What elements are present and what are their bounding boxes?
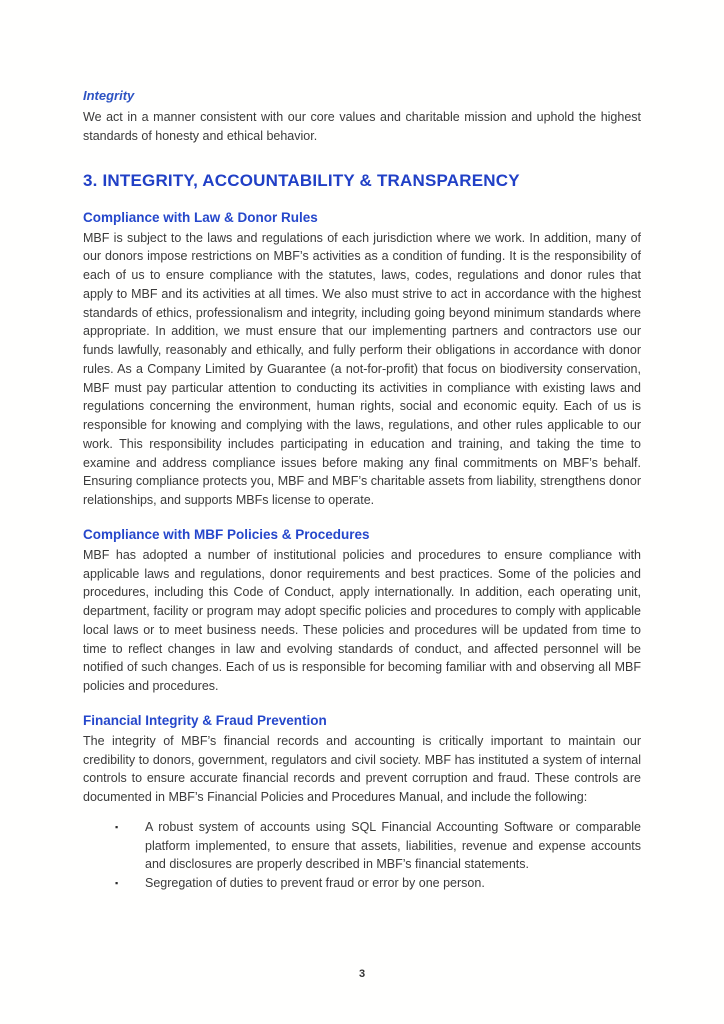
page-footer xyxy=(0,964,724,982)
subsection-paragraph: MBF has adopted a number of institutional policies and procedures to ensure compliance with applicable laws and regulations, donor requirements and best practices. Some of the policies and procedures, including this Code of Conduct, apply internationally. In addition, each operating unit, department, facility or program may adopt specific policies and procedures to comply with applicable local laws or to meet business needs. These policies and procedures will be updated from time to time to reflect changes in law and evolving standards of conduct, and affected personnel will be notified of such changes. Each of us is responsible for becoming familiar with and observing all MBF policies and procedures. xyxy=(83,547,641,693)
subsection-heading: Financial Integrity & Fraud Prevention xyxy=(83,712,327,728)
subsection-paragraph: The integrity of MBF’s financial records and accounting is critically important to maintain our credibility to donors, government, regulators and civil society. MBF has instituted a system of internal controls to ensure accurate financial records and prevent corruption and fraud. These controls are documented in MBF’s Financial Policies and Procedures Manual, and include the following: xyxy=(83,733,641,804)
subsection-compliance-law-donor-rules xyxy=(83,210,641,510)
subsection-compliance-mbf-policies xyxy=(83,527,641,696)
subsection-financial-integrity xyxy=(83,713,641,893)
page-number: 3 xyxy=(358,968,366,980)
list-item xyxy=(115,818,641,874)
bullet-square-icon: ▪ xyxy=(115,878,119,888)
subsection-heading: Compliance with MBF Policies & Procedures xyxy=(83,526,370,542)
integrity-paragraph: We act in a manner consistent with our core values and charitable mission and uphold the highest standards of honesty and ethical behavior. xyxy=(83,110,641,143)
list-item xyxy=(115,874,641,893)
subsection-paragraph: MBF is subject to the laws and regulations of each jurisdiction where we work. In addition, many of our donors impose restrictions on MBF’s activities as a condition of funding. It is the responsibility of each of us to ensure compliance with the statutes, laws, codes, regulations and donor rules that apply to MBF and its activities at all times. We also must strive to act in accordance with the highest standards of ethics, professionalism and integrity, including going beyond minimum standards where appropriate. In addition, we must ensure that our implementing partners and contractors use our funds lawfully, reasonably and ethically, and fully perform their obligations in accordance with donor rules. As a Company Limited by Guarantee (a not-for-profit) that focus on biodiversity conservation, MBF must pay particular attention to conducting its activities in compliance with existing laws and regulations concerning the environment, human rights, social and economic equity. Each of us is responsible for knowing and complying with the laws, regulations, and other rules applicable to our work. This responsibility includes participating in education and training, and taking the time to examine and address compliance issues before making any final commitments on MBF’s behalf. Ensuring compliance protects you, MBF and MBF’s charitable assets from liability, strengthens donor relationships, and supports MBFs license to operate. xyxy=(83,230,641,507)
integrity-value-block xyxy=(83,88,641,146)
financial-controls-bullet-list xyxy=(83,818,641,893)
bullet-item-text: Segregation of duties to prevent fraud or error by one person. xyxy=(145,876,485,890)
subsection-heading: Compliance with Law & Donor Rules xyxy=(83,209,318,225)
bullet-item-text: A robust system of accounts using SQL Financial Accounting Software or comparable platform implemented, to ensure that assets, liabilities, revenue and expense accounts and disclosures are properly described in MBF’s financial statements. xyxy=(145,819,641,872)
section-title: 3. INTEGRITY, ACCOUNTABILITY & TRANSPARENCY xyxy=(83,170,520,190)
integrity-heading: Integrity xyxy=(83,88,135,103)
bullet-square-icon: ▪ xyxy=(115,821,119,832)
